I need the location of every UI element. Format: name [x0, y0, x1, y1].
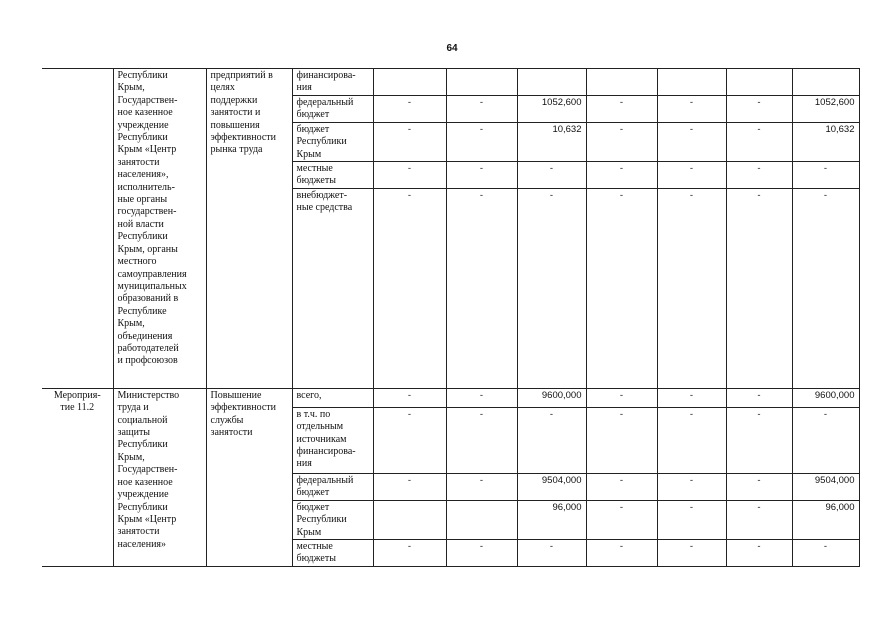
- value-cell: -: [373, 540, 446, 567]
- value-cell: -: [586, 122, 657, 161]
- funding-source: федеральный бюджет: [292, 473, 373, 500]
- value-cell: -: [726, 122, 792, 161]
- value-cell: 96,000: [792, 500, 859, 539]
- value-cell: -: [586, 500, 657, 539]
- value-cell: -: [792, 188, 859, 388]
- value-cell: -: [586, 407, 657, 473]
- value-cell: -: [726, 540, 792, 567]
- event-cell: Мероприя- тие 11.2: [42, 388, 113, 566]
- section-b: [42, 388, 859, 566]
- value-cell: -: [446, 95, 517, 122]
- value-cell: -: [657, 122, 726, 161]
- value-cell: -: [373, 473, 446, 500]
- value-cell: 9504,000: [792, 473, 859, 500]
- value-cell: [726, 69, 792, 96]
- value-cell: -: [446, 407, 517, 473]
- funding-source: внебюджет- ные средства: [292, 188, 373, 388]
- value-cell: [517, 69, 586, 96]
- funding-source: бюджет Республики Крым: [292, 500, 373, 539]
- value-cell: -: [373, 388, 446, 407]
- value-cell: -: [586, 95, 657, 122]
- value-cell: [792, 69, 859, 96]
- funding-source: бюджет Республики Крым: [292, 122, 373, 161]
- funding-source: местные бюджеты: [292, 162, 373, 189]
- value-cell: -: [726, 388, 792, 407]
- value-cell: -: [517, 188, 586, 388]
- value-cell: -: [726, 500, 792, 539]
- value-cell: -: [517, 162, 586, 189]
- value-cell: -: [657, 95, 726, 122]
- value-cell: -: [726, 407, 792, 473]
- value-cell: -: [657, 540, 726, 567]
- value-cell: -: [726, 473, 792, 500]
- funding-source: финансирова- ния: [292, 69, 373, 96]
- value-cell: -: [657, 500, 726, 539]
- funding-source: федеральный бюджет: [292, 95, 373, 122]
- value-cell: -: [726, 162, 792, 189]
- value-cell: -: [792, 162, 859, 189]
- funding-source: в т.ч. по отдельным источникам финансирова- ния: [292, 407, 373, 473]
- executors-cell: Министерство труда и социальной защиты Республики Крым, Государствен- ное казенное учреждение Республики Крым «Центр занятости населения»: [113, 388, 206, 566]
- value-cell: -: [792, 407, 859, 473]
- value-cell: -: [373, 162, 446, 189]
- value-cell: -: [586, 473, 657, 500]
- value-cell: 96,000: [517, 500, 586, 539]
- value-cell: -: [657, 162, 726, 189]
- value-cell: -: [373, 407, 446, 473]
- financing-table: [42, 68, 860, 567]
- funding-source: местные бюджеты: [292, 540, 373, 567]
- value-cell: -: [517, 540, 586, 567]
- goal-cell: предприятий в целях поддержки занятости и повышения эффективности рынка труда: [206, 69, 292, 389]
- value-cell: 9600,000: [517, 388, 586, 407]
- page-number: 64: [446, 43, 458, 54]
- executors-cell: Республики Крым, Государствен- ное казенное учреждение Республики Крым «Центр занятости населения», исполнитель- ные органы государствен- ной власти Республики Крым, органы местного самоуправления муниципальных образований в Республике Крым, объединения работодателей и профсоюзов: [113, 69, 206, 389]
- value-cell: -: [657, 188, 726, 388]
- value-cell: -: [657, 388, 726, 407]
- value-cell: 10,632: [792, 122, 859, 161]
- value-cell: -: [446, 122, 517, 161]
- value-cell: -: [586, 162, 657, 189]
- value-cell: -: [446, 162, 517, 189]
- value-cell: -: [446, 540, 517, 567]
- goal-cell: Повышение эффективности службы занятости: [206, 388, 292, 566]
- funding-source: всего,: [292, 388, 373, 407]
- value-cell: [446, 500, 517, 539]
- value-cell: -: [517, 407, 586, 473]
- event-cell: [42, 69, 113, 389]
- value-cell: -: [726, 95, 792, 122]
- section-a: [42, 69, 859, 389]
- value-cell: 1052,600: [792, 95, 859, 122]
- value-cell: [373, 500, 446, 539]
- value-cell: -: [446, 473, 517, 500]
- value-cell: -: [373, 188, 446, 388]
- value-cell: -: [373, 122, 446, 161]
- value-cell: 1052,600: [517, 95, 586, 122]
- value-cell: -: [446, 188, 517, 388]
- value-cell: -: [657, 407, 726, 473]
- value-cell: -: [586, 388, 657, 407]
- value-cell: [586, 69, 657, 96]
- value-cell: -: [792, 540, 859, 567]
- value-cell: -: [373, 95, 446, 122]
- value-cell: 9600,000: [792, 388, 859, 407]
- value-cell: -: [446, 388, 517, 407]
- value-cell: 9504,000: [517, 473, 586, 500]
- value-cell: -: [586, 540, 657, 567]
- value-cell: [373, 69, 446, 96]
- value-cell: -: [657, 473, 726, 500]
- value-cell: -: [586, 188, 657, 388]
- value-cell: [657, 69, 726, 96]
- value-cell: 10,632: [517, 122, 586, 161]
- value-cell: [446, 69, 517, 96]
- value-cell: -: [726, 188, 792, 388]
